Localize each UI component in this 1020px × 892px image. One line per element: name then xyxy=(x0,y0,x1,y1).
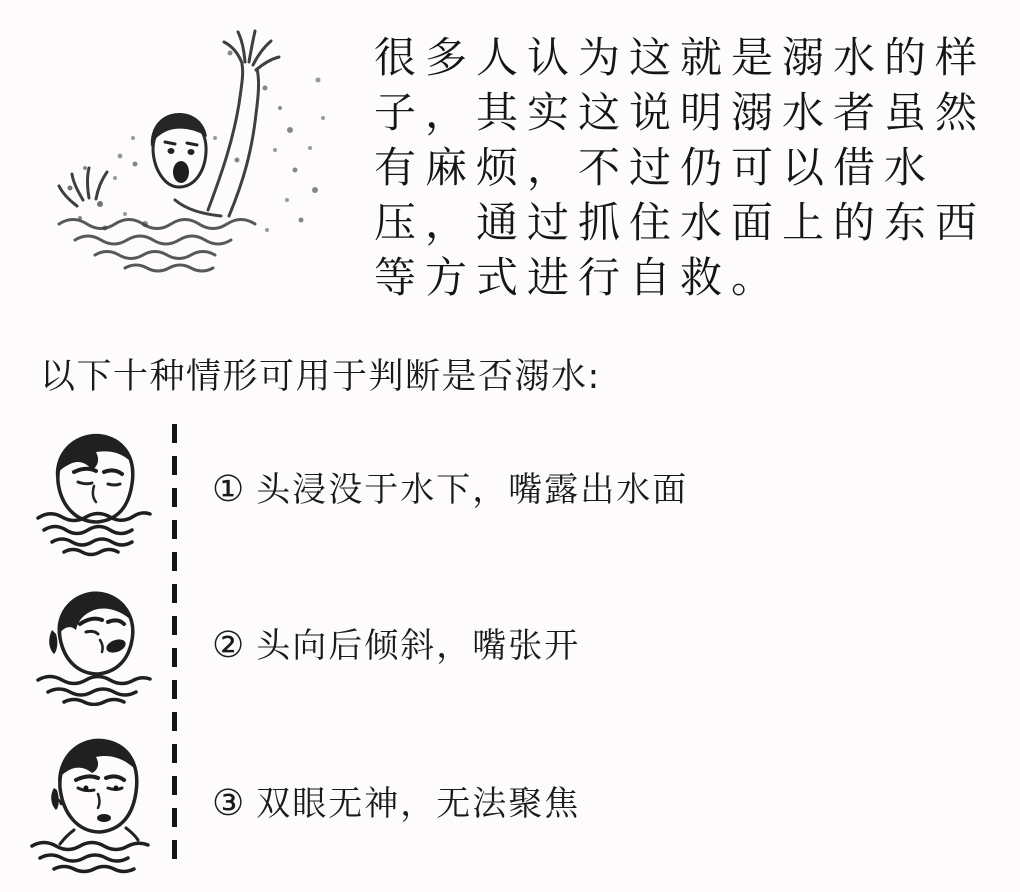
sign-text-2: 头向后倾斜，嘴张开 xyxy=(256,626,581,666)
sign-number-2: ② xyxy=(212,625,247,666)
head-tilted-back-mouth-open-sketch-icon xyxy=(34,580,156,706)
section-heading: 以下十种情形可用于判断是否溺水: xyxy=(40,357,601,397)
head-submerged-mouth-at-surface-sketch-icon xyxy=(30,420,156,558)
sign-text-1: 头浸没于水下，嘴露出水面 xyxy=(256,470,689,510)
sign-text-3: 双眼无神，无法聚焦 xyxy=(256,784,581,824)
sign-row-2 xyxy=(212,618,580,667)
dashed-divider xyxy=(172,424,177,866)
sign-row-1 xyxy=(212,462,688,511)
sign-row-3 xyxy=(212,776,580,825)
vacant-unfocused-eyes-sketch-icon xyxy=(26,724,164,876)
intro-paragraph: 很多人认为这就是溺水的样子，其实这说明溺水者虽然有麻烦，不过仍可以借水压，通过抓住水面上的东西等方式进行自救。 xyxy=(374,33,987,302)
sign-number-3: ③ xyxy=(212,783,247,824)
sign-number-1: ① xyxy=(212,469,247,510)
drowning-person-splashing-sketch-icon xyxy=(25,18,345,290)
